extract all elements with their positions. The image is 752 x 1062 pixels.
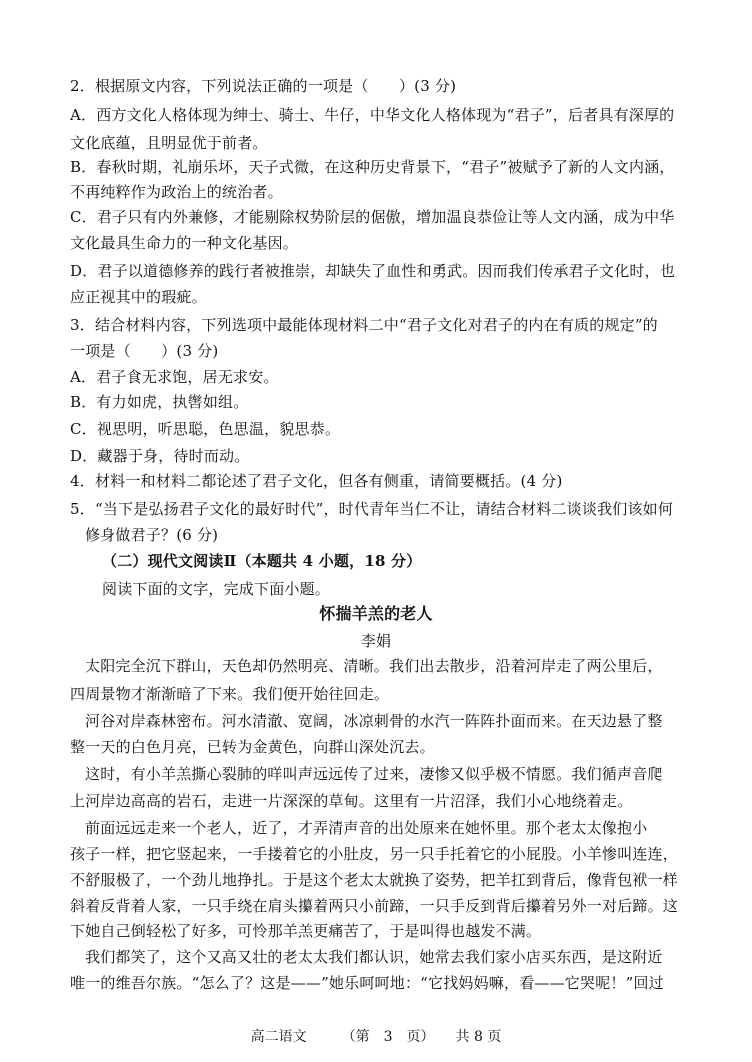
question-2-option-d-cont: 应正视其中的瑕疵。: [70, 288, 207, 306]
question-2-option-b-cont: 不再纯粹作为政治上的统治者。: [70, 183, 283, 201]
question-3-stem: 3．结合材料内容，下列选项中最能体现材料二中“君子文化对君子的内在有质的规定”的: [70, 316, 658, 334]
question-2-option-a-cont: 文化底蕴，且明显优于前者。: [70, 134, 268, 152]
paragraph-1-line-2: 四周景物才渐渐暗了下来。我们便开始往回走。: [70, 685, 390, 703]
paragraph-5-line-1: 我们都笑了，这个又高又壮的老太太我们都认识，她常去我们家小店买东西，是这附近: [85, 948, 663, 966]
question-2-option-c: C．君子只有内外兼修，才能剔除权势阶层的倨傲，增加温良恭俭让等人文内涵，成为中华: [70, 208, 675, 226]
paragraph-4-line-3: 不舒服极了，一个劲儿地挣扎。于是这个老太太就换了姿势，把羊扛到背后，像背包袱一样: [70, 871, 679, 889]
paragraph-2-line-2: 整一天的白色月亮，已转为金黄色，向群山深处沉去。: [70, 738, 435, 756]
question-4: 4．材料一和材料二都论述了君子文化，但各有侧重，请简要概括。(4 分): [70, 472, 563, 490]
reading-instruction: 阅读下面的文字，完成下面小题。: [102, 580, 331, 598]
paragraph-4-line-1: 前面远远走来一个老人，近了，才弄清声音的出处原来在她怀里。那个老太太像抱小: [85, 819, 648, 837]
paragraph-4-line-5: 下她自己倒轻松了好多，可怜那羊羔更痛苦了，于是叫得也越发不满。: [70, 922, 542, 940]
question-5: 5．“当下是弘扬君子文化的最好时代”，时代青年当仁不让，请结合材料二谈谈我们该如何: [70, 500, 674, 518]
question-2-stem: 2．根据原文内容，下列说法正确的一项是（ ）(3 分): [70, 77, 457, 95]
question-3-option-a: A．君子食无求饱，居无求安。: [70, 368, 279, 386]
question-2-option-b: B．春秋时期，礼崩乐坏，天子式微，在这种历史背景下，“君子”被赋予了新的人文内涵，: [70, 158, 675, 176]
paragraph-1-line-1: 太阳完全沉下群山，天色却仍然明亮、清晰。我们出去散步，沿着河岸走了两公里后，: [85, 657, 663, 675]
article-title: 怀揣羊羔的老人: [319, 604, 433, 623]
paragraph-2-line-1: 河谷对岸森林密布。河水清澈、宽阔，冰凉刺骨的水汽一阵阵扑面而来。在天边悬了整: [85, 712, 663, 730]
question-3-option-c: C．视思明，听思聪，色思温，貌思恭。: [70, 420, 341, 438]
paragraph-3-line-1: 这时，有小羊羔撕心裂肺的咩叫声远远传了过来，凄惨又似乎极不情愿。我们循声音爬: [85, 765, 663, 783]
paragraph-3-line-2: 上河岸边高高的岩石，走进一片深深的草甸。这里有一片沼泽，我们小心地绕着走。: [70, 792, 633, 810]
question-3-option-d: D．藏器于身，待时而动。: [70, 447, 250, 465]
section-heading: （二）现代文阅读Ⅱ（本题共 4 小题，18 分）: [102, 552, 422, 570]
question-3-option-b: B．有力如虎，执辔如组。: [70, 393, 249, 411]
page-footer: 高二语文 （第 3 页） 共 8 页: [250, 1029, 502, 1045]
question-2-option-c-cont: 文化最具生命力的一种文化基因。: [70, 234, 299, 252]
question-5-cont: 修身做君子？(6 分): [85, 526, 219, 544]
question-3-stem-cont: 一项是（ ）(3 分): [70, 342, 219, 360]
article-author: 李娟: [360, 632, 392, 650]
question-2-option-a: A．西方文化人格体现为绅士、骑士、牛仔，中华文化人格体现为“君子”，后者具有深厚的: [70, 106, 675, 124]
question-2-option-d: D．君子以道德修养的践行者被推崇，却缺失了血性和勇武。因而我们传承君子文化时，也: [70, 262, 676, 280]
paragraph-4-line-4: 斜着反背着人家，一只手绕在肩头攥着两只小前蹄，一只手反到背后攥着另外一对后蹄。这: [70, 897, 679, 915]
paragraph-5-line-2: 唯一的维吾尔族。“怎么了？这是——”她乐呵呵地：“它找妈妈嘛，看——它哭呢！”回过: [70, 974, 664, 992]
paragraph-4-line-2: 孩子一样，把它竖起来，一手搂着它的小肚皮，另一只手托着它的小屁股。小羊惨叫连连，: [70, 845, 679, 863]
